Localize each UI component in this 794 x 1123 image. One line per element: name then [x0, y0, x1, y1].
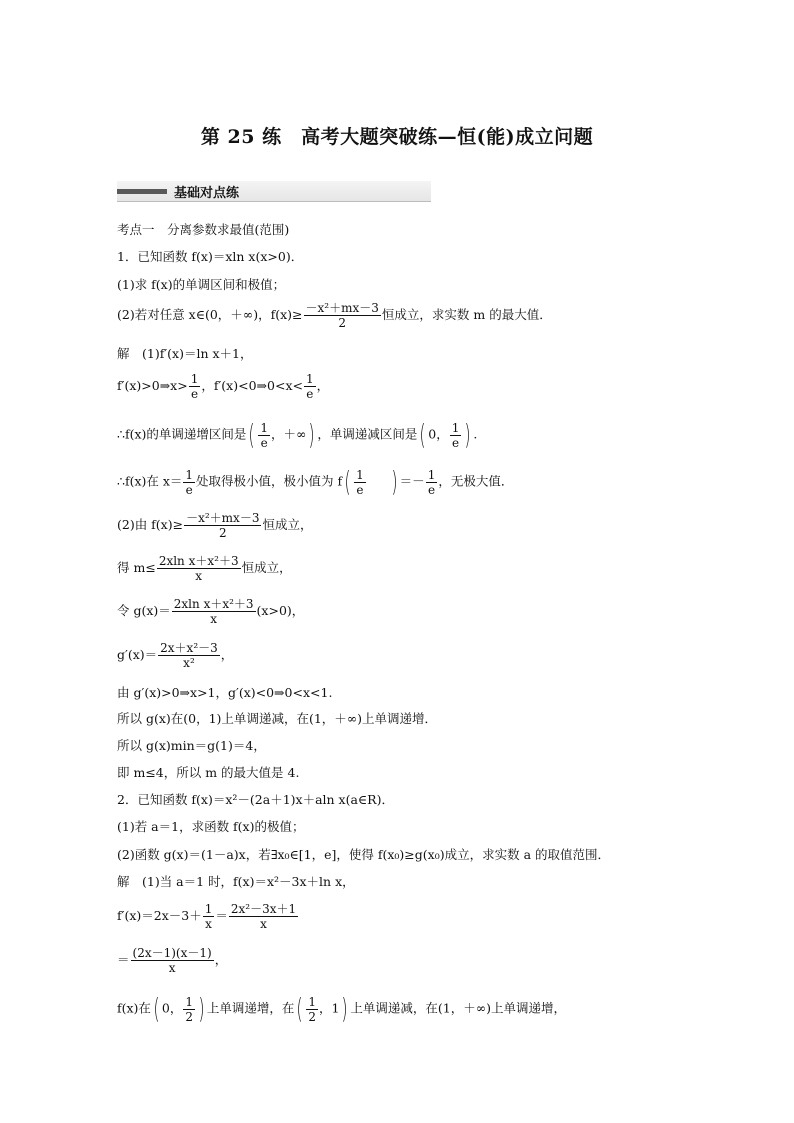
right-paren: ) — [308, 418, 315, 451]
text: (x>0)， — [256, 603, 305, 618]
text: 恒成立， — [262, 517, 313, 532]
numerator: 1 — [185, 994, 193, 1009]
denominator: x — [260, 917, 267, 931]
denominator: 2 — [338, 316, 347, 330]
solution1-line1: 解 (1)f′(x)＝ln x＋1， — [117, 346, 253, 361]
text: ， — [220, 647, 234, 662]
text: g′(x)＝ — [117, 647, 158, 662]
denominator: x — [205, 917, 212, 931]
text: ， — [214, 952, 228, 967]
left-paren: ( — [344, 465, 351, 498]
fraction — [203, 902, 215, 931]
section-label: 基础对点练 — [174, 186, 240, 201]
denominator: x² — [183, 656, 195, 670]
text: 上单调递增，在 — [206, 1000, 295, 1016]
numerator: －x²＋mx－3 — [305, 301, 379, 315]
solution1-line5 — [117, 511, 312, 540]
left-paren: ( — [153, 992, 160, 1025]
solution1-line11: 所以 g(x)min＝g(1)＝4， — [117, 738, 266, 753]
fraction — [184, 511, 261, 540]
problem2-stem: 2．已知函数 f(x)＝x²－(2a＋1)x＋aln x(a∈R)． — [117, 792, 394, 807]
text: 处取得极小值，极小值为 f — [196, 473, 343, 489]
numerator: 2xln x＋x²＋3 — [158, 554, 239, 568]
denominator: 2 — [185, 1009, 193, 1024]
left-paren: ( — [296, 992, 303, 1025]
fraction — [131, 946, 214, 975]
text: 得 m≤ — [117, 560, 156, 575]
solution2-line4 — [117, 994, 566, 1024]
text: 上单调递减，在(1，＋∞)上单调递增， — [350, 1000, 567, 1016]
problem2-q2: (2)函数 g(x)＝(1－a)x，若∃x₀∈[1，e]，使得 f(x₀)≥g(x₀)成立，求实数 a 的取值范围． — [117, 847, 610, 862]
numerator: 1 — [308, 994, 316, 1009]
denominator: x — [210, 612, 218, 626]
topic-heading: 考点一 分离参数求最值(范围) — [117, 222, 290, 237]
problem1-q1: (1)求 f(x)的单调区间和极值； — [117, 277, 286, 292]
text: 恒成立，求实数 m 的最大值． — [381, 307, 552, 322]
denominator: e — [185, 482, 193, 497]
text: f(x)在 — [117, 1000, 151, 1016]
numerator: 1 — [451, 420, 460, 435]
denominator: 2 — [218, 526, 227, 540]
text: f′(x)＝2x－3＋ — [117, 908, 202, 923]
numerator: 1 — [204, 902, 213, 916]
fraction — [258, 421, 270, 450]
text: ，1 — [319, 1000, 340, 1016]
text: ∴f(x)的单调递增区间是 — [117, 426, 247, 442]
fraction — [306, 995, 318, 1024]
denominator: e — [190, 387, 199, 401]
solution2-line1: 解 (1)当 a＝1 时，f(x)＝x²－3x＋ln x， — [117, 874, 355, 889]
right-paren: ) — [341, 992, 348, 1025]
fraction — [304, 372, 316, 401]
section-header — [117, 181, 431, 202]
denominator: x — [195, 569, 203, 583]
solution1-line2 — [117, 372, 329, 401]
solution1-line7 — [117, 597, 304, 626]
solution1-line4 — [117, 467, 513, 497]
right-paren: ) — [391, 465, 398, 498]
text: f′(x)>0⇒x> — [117, 378, 188, 393]
numerator: 1 — [427, 467, 436, 482]
text: ，无极大值． — [438, 473, 514, 489]
numerator: 1 — [185, 467, 194, 482]
text: ＝ — [215, 908, 228, 923]
text: ， — [316, 378, 330, 393]
solution1-line9: 由 g′(x)>0⇒x>1，g′(x)<0⇒0<x<1. — [117, 685, 333, 700]
text: ＝ — [117, 952, 130, 967]
text: (2)若对任意 x∈(0，＋∞)，f(x)≥ — [117, 307, 303, 322]
text: ＝－ — [399, 473, 425, 489]
problem1-stem: 1．已知函数 f(x)＝xln x(x>0)． — [117, 249, 304, 264]
fraction — [304, 301, 381, 330]
denominator: e — [260, 435, 268, 450]
text: . — [473, 426, 478, 442]
numerator: 2x²－3x＋1 — [230, 902, 297, 916]
fraction — [354, 468, 366, 497]
solution2-line2 — [117, 902, 299, 931]
numerator: 2xln x＋x²＋3 — [173, 597, 254, 611]
numerator: 1 — [190, 372, 199, 386]
denominator: 2 — [308, 1009, 316, 1024]
fraction — [229, 902, 298, 931]
text: ，f′(x)<0⇒0<x< — [201, 378, 303, 393]
fraction — [157, 554, 241, 583]
numerator: 1 — [260, 420, 268, 435]
fraction — [158, 641, 220, 670]
problem2-q1: (1)若 a＝1，求函数 f(x)的极值； — [117, 819, 305, 834]
denominator: e — [427, 482, 436, 497]
numerator: 1 — [305, 372, 314, 386]
right-paren: ) — [464, 418, 471, 451]
solution1-line12: 即 m≤4，所以 m 的最大值是 4. — [117, 765, 300, 780]
page-title: 第 25 练 高考大题突破练—恒(能)成立问题 — [200, 126, 594, 148]
solution1-line8 — [117, 641, 233, 670]
text: 0， — [428, 426, 449, 442]
denominator: e — [306, 387, 314, 401]
numerator: －x²＋mx－3 — [186, 511, 260, 525]
numerator: (2x－1)(x－1) — [132, 946, 212, 960]
text: 0， — [161, 1000, 183, 1016]
solution1-line6 — [117, 554, 292, 583]
fraction — [183, 468, 195, 497]
fraction — [450, 421, 462, 450]
fraction — [189, 372, 201, 401]
text: ，单调递减区间是 — [317, 426, 418, 442]
fraction — [172, 597, 256, 626]
right-paren: ) — [198, 992, 205, 1025]
numerator: 1 — [356, 467, 364, 482]
numerator: 2x＋x²－3 — [160, 641, 218, 655]
text: 令 g(x)＝ — [117, 603, 171, 618]
left-paren: ( — [419, 418, 426, 451]
text: 恒成立， — [241, 560, 292, 575]
text: ∴f(x)在 x＝ — [117, 473, 183, 489]
denominator: e — [356, 482, 364, 497]
solution1-line3 — [117, 420, 477, 450]
fraction — [183, 995, 195, 1024]
text: ，＋∞ — [270, 426, 307, 442]
section-stripe — [117, 189, 167, 194]
fraction — [426, 468, 438, 497]
problem1-q2 — [117, 301, 552, 330]
denominator: e — [452, 435, 460, 450]
left-paren: ( — [248, 418, 255, 451]
denominator: x — [168, 961, 176, 975]
text: (2)由 f(x)≥ — [117, 517, 184, 532]
solution2-line3 — [117, 946, 227, 975]
solution1-line10: 所以 g(x)在(0，1)上单调递减，在(1，＋∞)上单调递增． — [117, 711, 438, 726]
